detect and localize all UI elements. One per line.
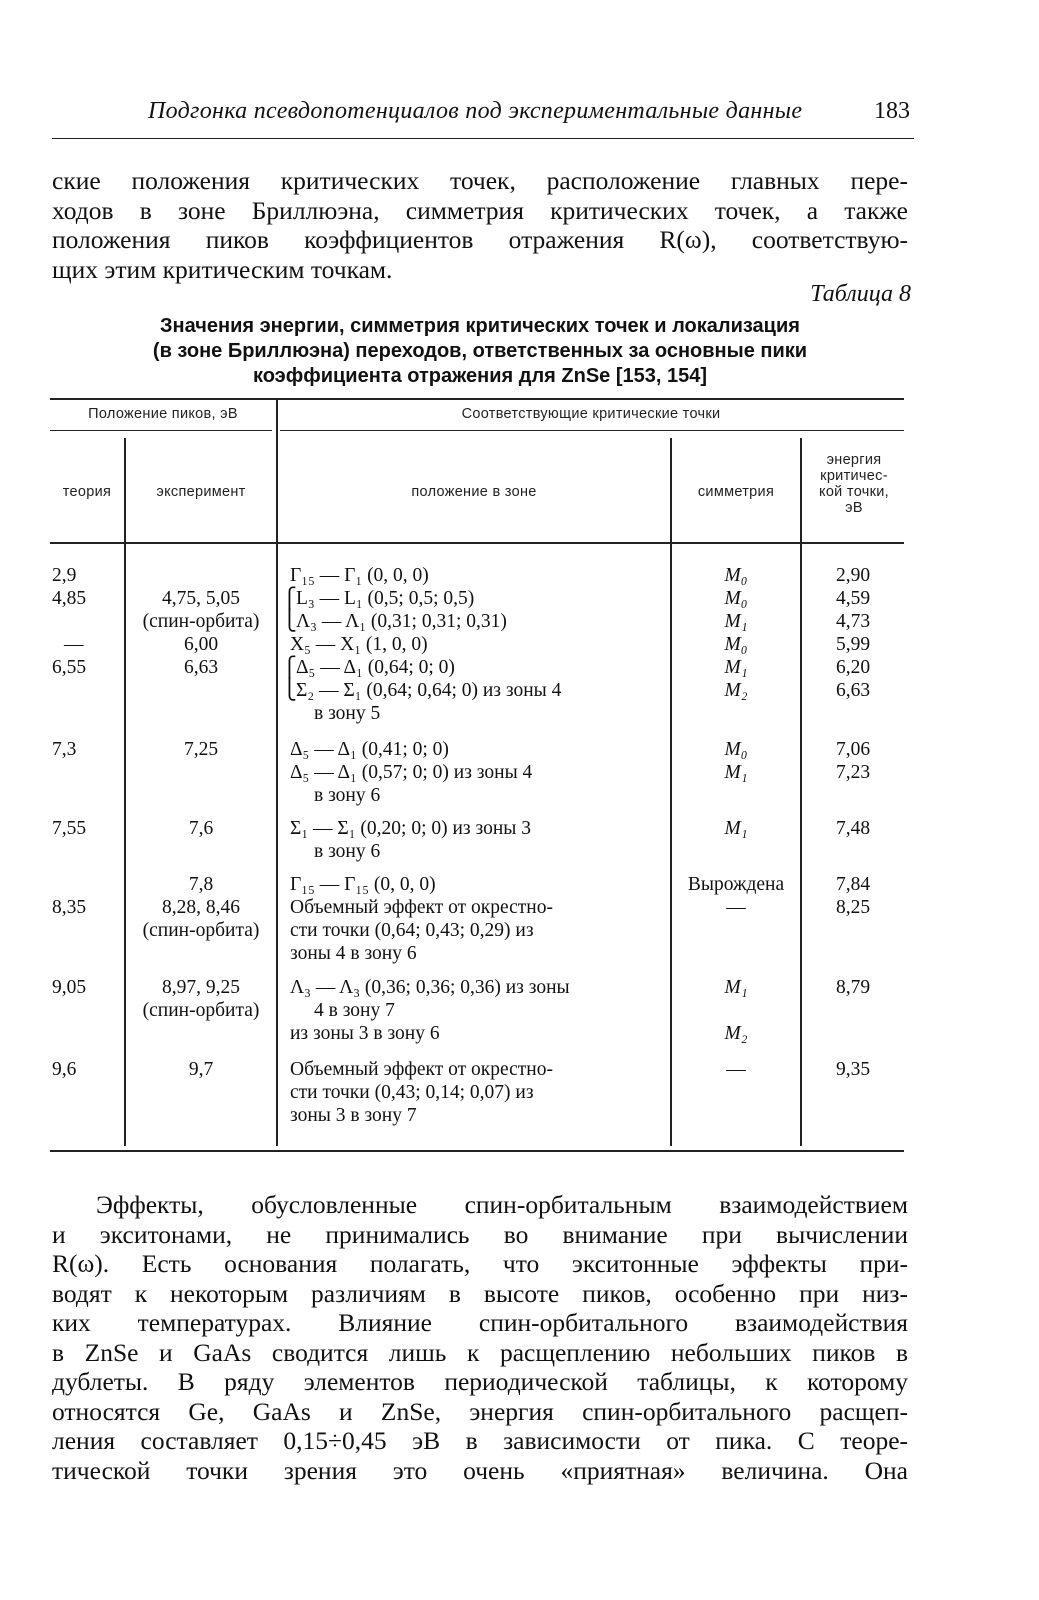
energy-value: 2,90 (835, 565, 871, 586)
symmetry-value: — (726, 897, 746, 918)
energy-value: 8,25 (835, 897, 871, 918)
running-title: Подгонка псевдопотенциалов под экспериментальные данные (148, 98, 803, 124)
column-divider (800, 438, 802, 1146)
experiment-value: 9,7 (188, 1059, 214, 1080)
position-value: L₃ — L₁ (0,5; 0,5; 0,5) (296, 588, 475, 609)
header-critical-points: Соответствующие критические точки (461, 406, 721, 422)
energy-value: 7,06 (835, 739, 871, 760)
header-experiment: эксперимент (156, 484, 246, 500)
energy-value: 6,63 (835, 680, 871, 701)
theory-value: — (64, 634, 84, 655)
text-line: тической точки зрения это очень «приятная» величина. Она (52, 1455, 908, 1485)
column-divider (276, 398, 278, 1146)
table-bottom-rule (50, 1150, 904, 1152)
intro-paragraph (52, 166, 908, 284)
brace-icon: ⎩ (282, 679, 297, 701)
symmetry-value: M₂ (724, 1023, 748, 1044)
position-value: X₅ — X₁ (1, 0, 0) (290, 634, 428, 655)
text-line: в ZnSe и GaAs сводится лишь к расщеплению небольших пиков в (52, 1337, 908, 1367)
page-header (52, 98, 914, 139)
theory-value: 8,35 (52, 897, 87, 918)
brace-icon: ⎧ (282, 657, 297, 679)
caption-line: Значения энергии, симметрия критических точек и локализация (160, 315, 800, 337)
brace-icon: ⎧ (282, 588, 297, 610)
symmetry-value: M₁ (724, 611, 748, 632)
header-symmetry: симметрия (697, 484, 775, 500)
position-value: Δ₅ — Δ₁ (0,41; 0; 0) (290, 739, 449, 760)
symmetry-value: M₁ (724, 762, 748, 783)
position-value: из зоны 3 в зону 6 (290, 1023, 440, 1044)
position-value: зоны 3 в зону 7 (290, 1105, 417, 1126)
position-value: в зону 6 (314, 785, 381, 806)
position-value: Объемный эффект от окрестно- (290, 1059, 553, 1080)
position-value: Λ₃ — Λ₁ (0,31; 0,31; 0,31) (296, 611, 507, 632)
position-value: Δ₅ — Δ₁ (0,64; 0; 0) (296, 657, 455, 678)
energy-value: 4,59 (835, 588, 871, 609)
text-line: водят к некоторым различиям в высоте пиков, особенно при низ- (52, 1278, 908, 1308)
brace-icon: ⎩ (282, 610, 297, 632)
symmetry-value: M₀ (724, 739, 748, 760)
outro-paragraph (52, 1190, 908, 1485)
symmetry-value: Вырождена (687, 874, 785, 895)
energy-value: 9,35 (835, 1059, 871, 1080)
position-value: зоны 4 в зону 6 (290, 943, 417, 964)
symmetry-value: M₁ (724, 977, 748, 998)
text-line: ходов в зоне Бриллюэна, симметрия критических точек, а также (52, 195, 908, 225)
text-line: щих этим критическим точкам. (52, 254, 393, 284)
experiment-value: (спин-орбита) (142, 920, 260, 941)
experiment-value: 8,28, 8,46 (162, 897, 240, 918)
experiment-value: 4,75, 5,05 (162, 588, 240, 609)
group-rule-right (280, 430, 904, 431)
text-line: положения пиков коэффициентов отражения R(ω), соответствую- (52, 225, 908, 254)
energy-value: 6,20 (835, 657, 871, 678)
theory-value: 7,3 (52, 739, 77, 760)
position-value: Λ₃ — Λ₃ (0,36; 0,36; 0,36) из зоны (290, 977, 570, 998)
header-peaks: Положение пиков, эВ (88, 406, 238, 422)
energy-value: 5,99 (835, 634, 871, 655)
energy-value: 7,23 (835, 762, 871, 783)
energy-value: 4,73 (835, 611, 871, 632)
column-divider (124, 438, 126, 1146)
text-line: относятся Ge, GaAs и ZnSe, энергия спин-орбитального расщеп- (52, 1396, 908, 1426)
theory-value: 4,85 (52, 588, 87, 609)
position-value: Γ₁₅ — Γ₁ (0, 0, 0) (290, 565, 429, 586)
position-value: сти точки (0,43; 0,14; 0,07) из (290, 1082, 534, 1103)
theory-value: 2,9 (52, 565, 77, 586)
theory-value: 9,6 (52, 1059, 77, 1080)
position-value: 4 в зону 7 (314, 1000, 395, 1021)
experiment-value: 7,6 (188, 818, 214, 839)
position-value: Σ₁ — Σ₁ (0,20; 0; 0) из зоны 3 (290, 818, 532, 839)
position-value: Δ₅ — Δ₁ (0,57; 0; 0) из зоны 4 (290, 762, 533, 783)
theory-value: 6,55 (52, 657, 87, 678)
header-position: положение в зоне (411, 484, 537, 500)
experiment-value: 8,97, 9,25 (162, 977, 240, 998)
symmetry-value: M₀ (724, 588, 748, 609)
position-value: сти точки (0,64; 0,43; 0,29) из (290, 920, 534, 941)
table-top-rule (50, 398, 904, 400)
position-value: Объемный эффект от окрестно- (290, 897, 553, 918)
header-theory: теория (62, 484, 112, 500)
group-rule-left (50, 430, 272, 431)
experiment-value: 7,25 (183, 739, 219, 760)
energy-value: 7,84 (835, 874, 871, 895)
text-line: ких температурах. Влияние спин-орбитального взаимодействия (52, 1308, 908, 1337)
page-number: 183 (874, 98, 910, 124)
experiment-value: 7,8 (188, 874, 214, 895)
theory-value: 7,55 (52, 818, 87, 839)
caption-line: коэффициента отражения для ZnSe [153, 154] (252, 365, 708, 387)
text-line: дублеты. В ряду элементов периодической таблицы, к которому (52, 1367, 908, 1396)
position-value: Γ₁₅ — Γ₁₅ (0, 0, 0) (290, 874, 436, 895)
text-line: ления составляет 0,15÷0,45 эВ в зависимости от пика. С теоре- (52, 1426, 908, 1455)
text-line: Эффекты, обусловленные спин-орбитальным взаимодействием (96, 1190, 908, 1219)
theory-value: 9,05 (52, 977, 87, 998)
position-value: в зону 6 (314, 841, 381, 862)
experiment-value: (спин-орбита) (142, 1000, 260, 1021)
data-table (50, 398, 904, 1158)
symmetry-value: M₀ (724, 565, 748, 586)
position-value: Σ₂ — Σ₁ (0,64; 0,64; 0) из зоны 4 (296, 680, 562, 701)
experiment-value: 6,00 (183, 634, 219, 655)
table-label: Таблица 8 (810, 281, 911, 307)
energy-value: 7,48 (835, 818, 871, 839)
symmetry-value: M₁ (724, 657, 748, 678)
symmetry-value: M₀ (724, 634, 748, 655)
header-bottom-rule (50, 542, 904, 544)
caption-line: (в зоне Бриллюэна) переходов, ответственных за основные пики (152, 340, 808, 362)
energy-value: 8,79 (835, 977, 871, 998)
experiment-value: (спин-орбита) (142, 611, 260, 632)
symmetry-value: — (726, 1059, 746, 1080)
text-line: и экситонами, не принимались во внимание при вычислении (52, 1219, 908, 1249)
symmetry-value: M₂ (724, 680, 748, 701)
text-line: R(ω). Есть основания полагать, что экситонные эффекты при- (52, 1249, 908, 1278)
text-line: ские положения критических точек, расположение главных пере- (52, 166, 908, 195)
position-value: в зону 5 (314, 703, 381, 724)
header-energy: энергия критичес-кой точки, эВ (819, 452, 889, 516)
table-caption (52, 314, 908, 389)
symmetry-value: M₁ (724, 818, 748, 839)
experiment-value: 6,63 (183, 657, 219, 678)
